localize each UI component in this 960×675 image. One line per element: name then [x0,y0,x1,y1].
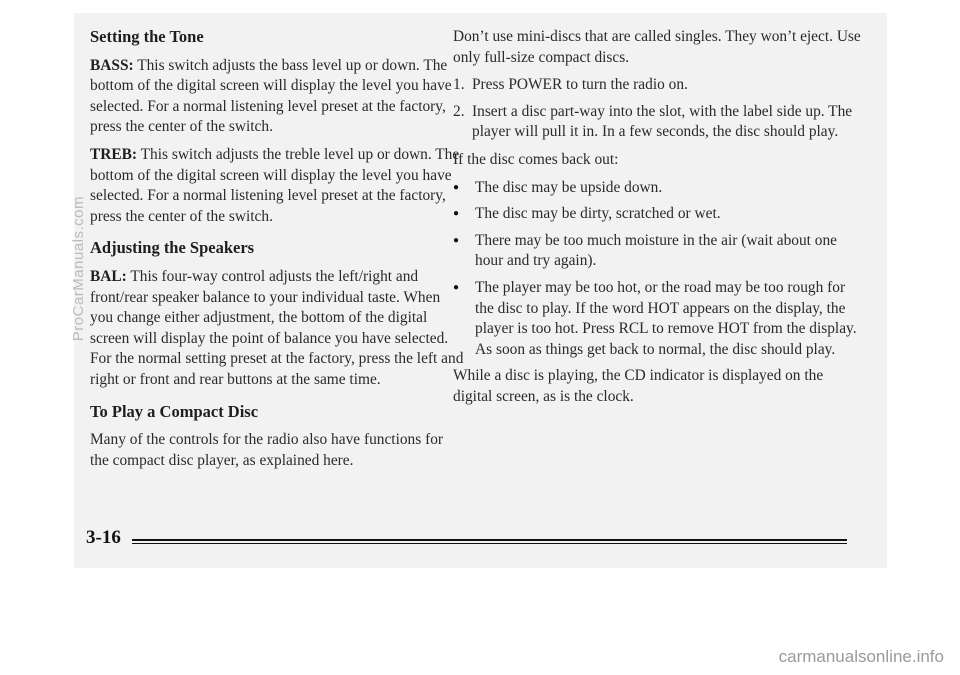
list-item [453,231,863,272]
left-column [90,27,465,478]
list-item-text: There may be too much moisture in the air (wait about one hour and try again). [475,231,837,270]
play-cd-heading: To Play a Compact Disc [90,401,259,421]
treb-text: This switch adjusts the treble level up or down. The bottom of the digital screen will display the level you have selected. For a normal listening level preset at the factory, press the center of the switch. [90,145,460,225]
bullet-icon: ● [453,181,460,193]
list-item [453,204,863,225]
bullet-icon: ● [453,234,460,246]
mini-disc-warning: Don’t use mini-discs that are called singles. They won’t eject. Use only full-size compact discs. [453,28,861,66]
list-item-text: The player may be too hot, or the road may be too rough for the disc to play. If the word HOT appears on the display, the player is too hot. Press RCL to remove HOT from the display. As soon as things get back to normal, the disc should play. [475,278,857,358]
step-number: 1. [453,76,465,94]
bullet-icon: ● [453,208,460,220]
treb-paragraph [90,145,465,227]
page-footer [74,527,887,557]
list-item-text: The disc may be dirty, scratched or wet. [475,205,721,223]
play-cd-intro: Many of the controls for the radio also have functions for the compact disc player, as explained here. [90,431,444,469]
vertical-watermark: ProCarManuals.com [70,196,87,342]
treb-term: TREB: [90,145,138,163]
step-number: 2. [453,102,465,120]
manual-page [74,13,887,568]
step-text: Press POWER to turn the radio on. [472,76,688,94]
page-number: 3-16 [86,527,121,548]
list-item [453,278,863,360]
site-watermark: carmanualsonline.info [778,647,944,666]
step-text: Insert a disc part-way into the slot, with the label side up. The player will pull it in. In a few seconds, the disc should play. [472,102,853,141]
right-column [453,27,863,415]
list-item-text: The disc may be upside down. [475,178,663,196]
footer-rule [132,539,847,544]
cd-steps-list [453,75,863,143]
step-item [453,75,863,96]
disc-out-reasons [453,178,863,361]
bass-text: This switch adjusts the bass level up or down. The bottom of the digital screen will display the level you have selected. For a normal listening level preset at the factory, press the center of the switch. [90,56,452,136]
bullet-icon: ● [453,281,460,293]
adjusting-speakers-heading: Adjusting the Speakers [90,238,255,258]
bal-term: BAL: [90,267,127,285]
cd-indicator-note: While a disc is playing, the CD indicator is displayed on the digital screen, as is the clock. [453,367,824,405]
step-item [453,102,863,143]
bal-paragraph [90,267,465,391]
bal-text: This four-way control adjusts the left/right and front/rear speaker balance to your individual taste. When you change either adjustment, the bottom of the digital screen will display the point of balance you have selected. For the normal setting preset at the factory, press the left and right or front and rear buttons at the same time. [90,267,464,388]
disc-out-intro: If the disc comes back out: [453,150,619,168]
list-item [453,178,863,199]
bass-term: BASS: [90,56,134,74]
setting-tone-heading: Setting the Tone [90,27,204,46]
bass-paragraph [90,56,465,138]
